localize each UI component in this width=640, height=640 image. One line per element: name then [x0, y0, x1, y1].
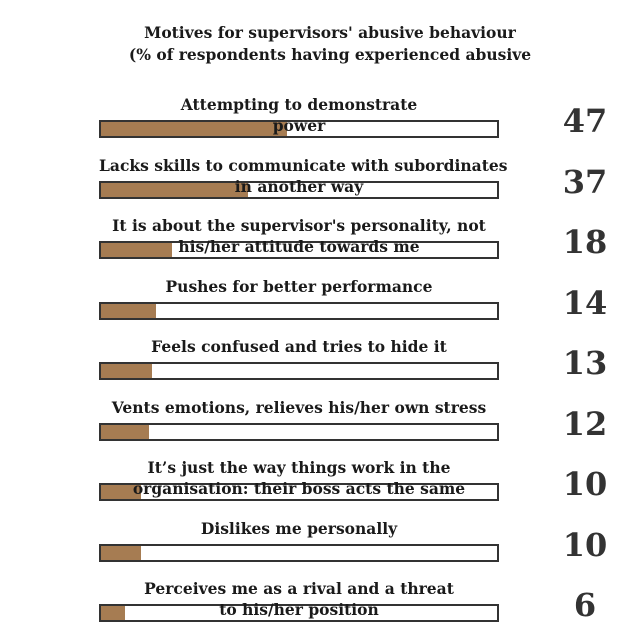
category-label-line: his/her attitude towards me: [178, 237, 420, 256]
category-label: [99, 94, 499, 136]
value-label: 6: [573, 586, 597, 624]
bar-track: [99, 423, 499, 441]
category-label-line: Lacks skills to communicate with subordinates: [99, 156, 508, 175]
category-label-line: Dislikes me personally: [200, 519, 398, 538]
category-label-line: Feels confused and tries to hide it: [151, 337, 447, 356]
category-label: [99, 336, 499, 358]
value-label: 12: [562, 405, 608, 443]
category-label-line: in another way: [234, 177, 364, 196]
category-label-line: It’s just the way things work in the: [147, 458, 451, 477]
bar: [101, 425, 149, 439]
chart-row: [0, 0, 640, 60]
category-label: [99, 155, 508, 197]
category-label: [99, 276, 499, 298]
bar-track: [99, 544, 499, 562]
category-label-line: power: [272, 116, 326, 135]
category-label-line: Pushes for better performance: [165, 277, 433, 296]
category-label-line: It is about the supervisor's personality, not: [112, 216, 486, 235]
chart-title: Motives for supervisors' abusive behaviour: [144, 23, 516, 42]
category-label-line: to his/her position: [219, 600, 379, 619]
category-label: [99, 397, 499, 419]
category-label-line: organisation: their boss acts the same: [132, 479, 466, 498]
value-label: 37: [562, 163, 608, 201]
category-label: [99, 457, 499, 499]
category-label: [99, 518, 499, 540]
bar-track: [99, 362, 499, 380]
bar: [101, 304, 156, 318]
value-label: 18: [562, 223, 608, 261]
value-label: 10: [562, 465, 608, 503]
category-label-line: Attempting to demonstrate: [180, 95, 418, 114]
value-label: 14: [562, 284, 608, 322]
bar: [101, 546, 141, 560]
category-label: [99, 215, 499, 257]
category-label: [99, 578, 499, 620]
category-label-line: Vents emotions, relieves his/her own stress: [111, 398, 487, 417]
bar: [101, 364, 152, 378]
chart-subtitle: (% of respondents having experienced abusive: [128, 45, 532, 64]
bar-track: [99, 302, 499, 320]
value-label: 13: [562, 344, 608, 382]
value-label: 47: [562, 102, 608, 140]
value-label: 10: [562, 526, 608, 564]
category-label-line: Perceives me as a rival and a threat: [144, 579, 454, 598]
